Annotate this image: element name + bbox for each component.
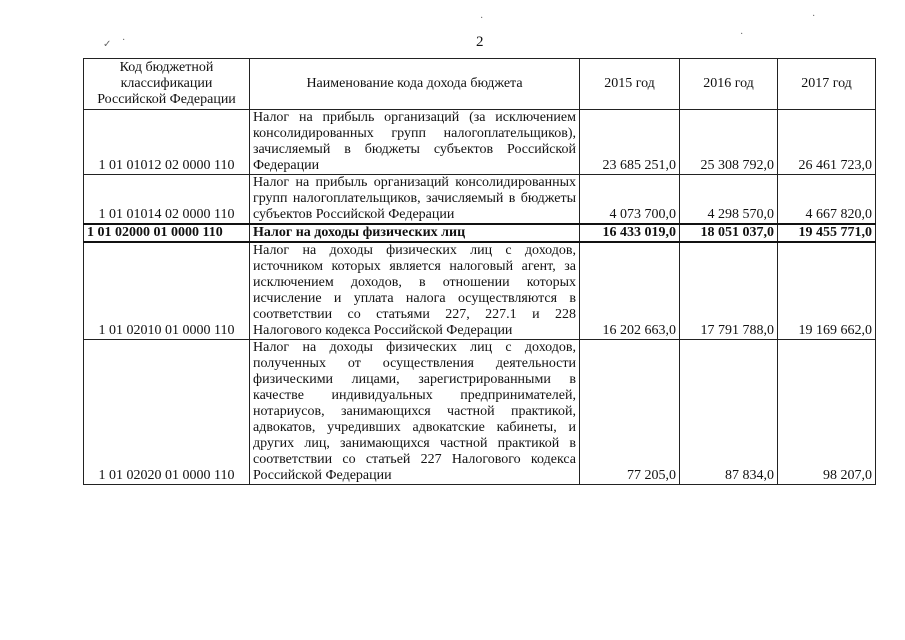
row-value-2016: 17 791 788,0 [680, 242, 778, 340]
table-row [84, 340, 876, 485]
header-name: Наименование кода дохода бюджета [250, 59, 580, 110]
row-code: 1 01 01012 02 0000 110 [84, 110, 250, 175]
scan-speck: · [480, 13, 484, 24]
row-value-2016: 87 834,0 [680, 340, 778, 485]
row-value-2016: 25 308 792,0 [680, 110, 778, 175]
row-value-2017: 26 461 723,0 [778, 110, 876, 175]
table-row-subtotal [84, 224, 876, 242]
header-code: Код бюджетной классификации Российской Федерации [84, 59, 250, 110]
row-value-2017: 4 667 820,0 [778, 175, 876, 225]
row-value-2015: 16 433 019,0 [580, 224, 680, 242]
scan-speck: · [812, 11, 816, 22]
row-value-2017: 19 169 662,0 [778, 242, 876, 340]
row-value-2015: 4 073 700,0 [580, 175, 680, 225]
page-number: 2 [476, 34, 484, 50]
header-2015: 2015 год [580, 59, 680, 110]
row-code: 1 01 02000 01 0000 110 [84, 224, 250, 242]
row-code: 1 01 02010 01 0000 110 [84, 242, 250, 340]
row-value-2015: 77 205,0 [580, 340, 680, 485]
row-value-2015: 23 685 251,0 [580, 110, 680, 175]
row-value-2017: 98 207,0 [778, 340, 876, 485]
row-name: Налог на доходы физических лиц с доходов, источником которых является налоговый агент, за исключением доходов, в отношении которых исчисление и уплата налога осуществляются в соответствии со статьями 227, 227.1 и 228 Налогового кодекса Российской Федерации [250, 242, 580, 340]
table-row [84, 110, 876, 175]
header-2017: 2017 год [778, 59, 876, 110]
row-value-2017: 19 455 771,0 [778, 224, 876, 242]
scan-speck: · [122, 35, 126, 46]
scan-speck: ✓ [103, 39, 112, 50]
row-name: Налог на прибыль организаций консолидированных групп налогоплательщиков, зачисляемый в бюджеты субъектов Российской Федерации [250, 175, 580, 225]
row-value-2016: 4 298 570,0 [680, 175, 778, 225]
row-value-2015: 16 202 663,0 [580, 242, 680, 340]
table-row [84, 242, 876, 340]
row-code: 1 01 01014 02 0000 110 [84, 175, 250, 225]
row-code: 1 01 02020 01 0000 110 [84, 340, 250, 485]
row-name: Налог на прибыль организаций (за исключением консолидированных групп налогоплательщиков), зачисляемый в бюджеты субъектов Российской Федерации [250, 110, 580, 175]
scan-speck: · [740, 29, 744, 40]
row-value-2016: 18 051 037,0 [680, 224, 778, 242]
row-name: Налог на доходы физических лиц [250, 224, 580, 242]
budget-revenue-table [83, 58, 876, 485]
header-2016: 2016 год [680, 59, 778, 110]
row-name: Налог на доходы физических лиц с доходов, полученных от осуществления деятельности физическими лицами, зарегистрированными в качестве индивидуальных предпринимателей, нотариусов, занимающихся частной практикой, адвокатов, учредивших адвокатские кабинеты, и других лиц, занимающихся частной практикой в соответствии со статьей 227 Налогового кодекса Российской Федерации [250, 340, 580, 485]
table-row [84, 175, 876, 225]
table-header-row [84, 59, 876, 110]
